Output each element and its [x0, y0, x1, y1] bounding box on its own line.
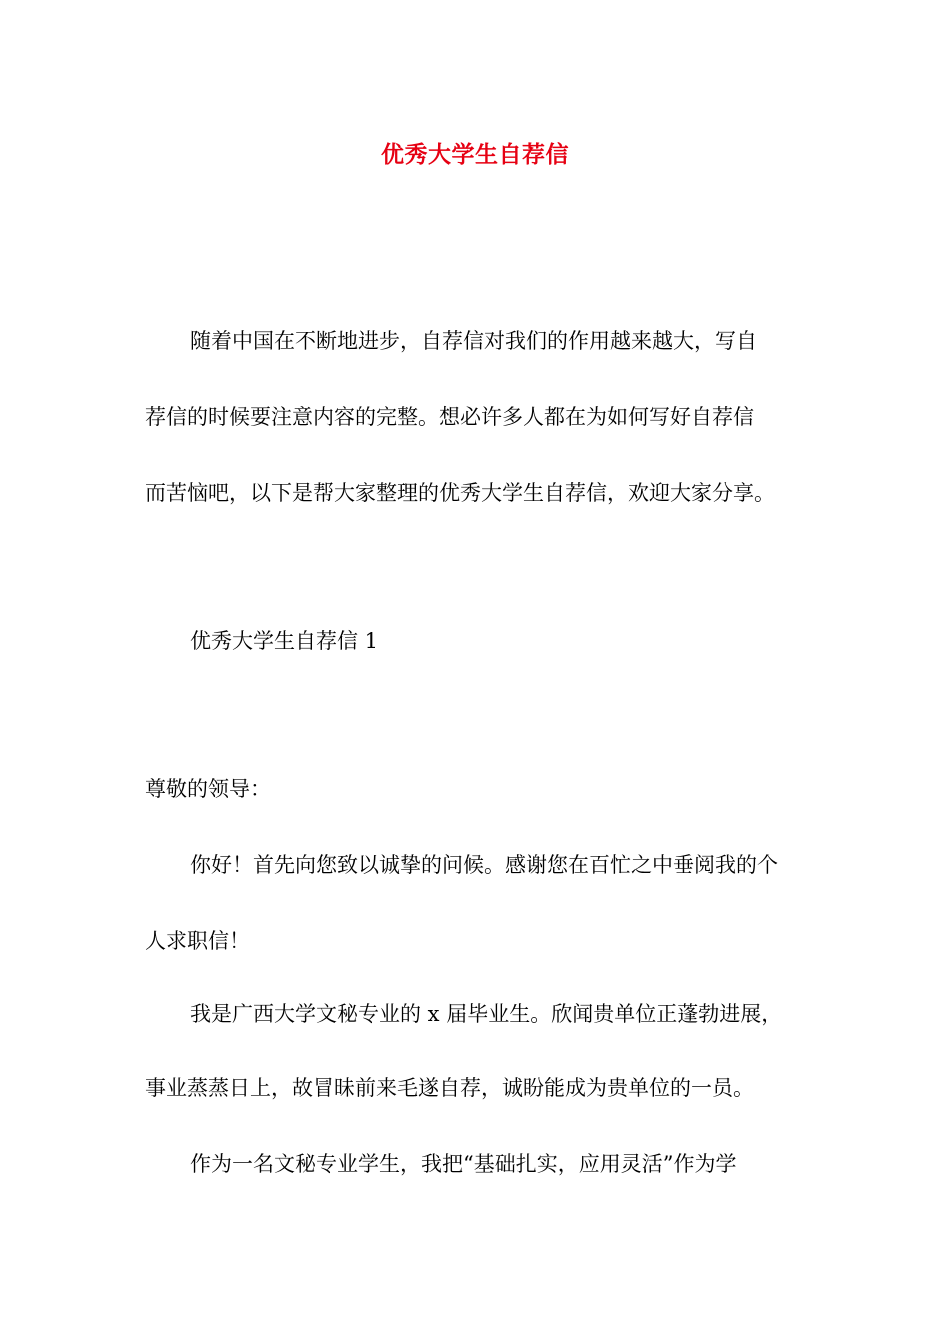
paragraph-line: 事业蒸蒸日上，故冒昧前来毛遂自荐，诚盼能成为贵单位的一员。	[145, 1076, 754, 1100]
paragraph-line: 你好！首先向您致以诚挚的问候。感谢您在百忙之中垂阅我的个	[190, 853, 778, 877]
document-title: 优秀大学生自荐信	[381, 141, 569, 168]
paragraph-line: 而苦恼吧，以下是帮大家整理的优秀大学生自荐信，欢迎大家分享。	[145, 481, 775, 505]
salutation: 尊敬的领导：	[145, 777, 271, 801]
paragraph-line: 我是广西大学文秘专业的 x 届毕业生。欣闻贵单位正蓬勃进展，	[190, 1002, 783, 1026]
paragraph-line: 荐信的时候要注意内容的完整。想必许多人都在为如何写好自荐信	[145, 405, 754, 429]
paragraph-line: 随着中国在不断地进步，自荐信对我们的作用越来越大，写自	[190, 329, 757, 353]
section-heading: 优秀大学生自荐信 1	[190, 629, 379, 653]
paragraph-line: 人求职信！	[145, 929, 250, 953]
paragraph-line: 作为一名文秘专业学生，我把“基础扎实，应用灵活”作为学	[190, 1152, 737, 1176]
